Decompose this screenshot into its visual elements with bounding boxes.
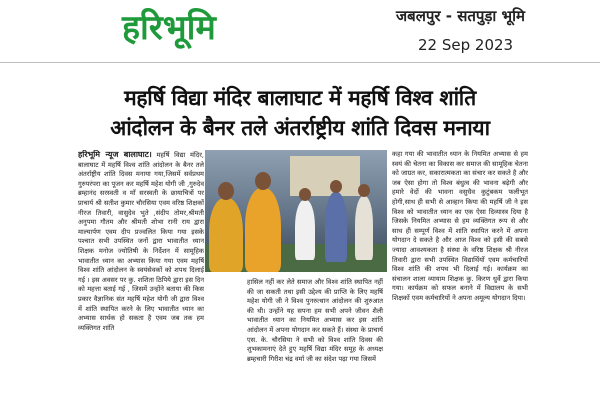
- event-photo: [205, 150, 387, 272]
- article-column-1: [78, 150, 204, 400]
- newspaper-logo: हरिभूमि: [122, 8, 216, 48]
- article-column-2: हासिल नहीं कर लेते समाज और विश्व शांति स्थापित नहीं की जा सकती तथा इसी उद्देश्य की प्राप्ति के लिए महर्षि महेश योगी जी ने विश्व पुनरुत्थान आंदोलन की शुरुआत की थी। उन्होंने यह सपना हम सभी अपने जीवन शैली भावातीत ध्यान का नियमित अभ्यास कर इस शांति आंदोलन में अपना योगदान कर सकते हैं। संस्था के प्राचार्य एस. के. चौरसिया ने सभी को विश्व शांति दिवस की शुभकामनाएं देते हुए महर्षि विद्या मंदिर समूह के अध्यक्ष ब्रम्हचारी गिरीश चंद्र वर्मा जी का संदेश पढ़ा गया जिसमें: [247, 278, 383, 363]
- article-column-3: कहा गया की भावातीत ध्यान के नियमित अभ्यास से हम स्वयं की चेतना का विकास कर समाज की सामूहिक चेतना को जाग्रत कर, सकारात्मकता का संचार कर सकते है और जब ऐसा होगा तो विश्व बंधुत्व की भावना बढ़ेगी और हमारे वेदों की भावना वसुधैव कुटुंबकम फलीभूत होगी,साथ ही सभी से आव्हान किया की महर्षि जी ने इस विश्व को भावातीत ध्यान का एक ऐसा दिव्यास्त्र दिया है जिसके नियमित अभ्यास से हम व्यक्तिगत रूप से और साथ ही सम्पूर्ण विश्व में शांति स्थापित करने में अपना योगदान दे सकते है और आज विश्व को इसी की सबसे ज्यादा आवश्यकता है संस्था के वरिष्ठ शिक्षक श्री नीरज तिवारी द्वारा सभी उपस्थित विद्यार्थियों एवम कर्मचारियों विश्व शांति की शपथ भी दिलाई गई। कार्यक्रम का संचालन शाला व्यायाम शिक्षक कु. किरण धुर्वे द्वारा किया गया। कार्यक्रम को सफल बनाने में विद्यालय के सभी शिक्षकों एवम कर्मचारियों ने अपना अमूल्य योगदान दिया।: [392, 150, 528, 302]
- article-headline: [8, 83, 592, 143]
- photo-person: [209, 198, 243, 272]
- newspaper-masthead: [0, 0, 600, 63]
- headline-line-2: आंदोलन के बैनर तले अंतर्राष्ट्रीय शांति दिवस मनाया: [110, 116, 490, 140]
- photo-person: [245, 188, 281, 272]
- headline-line-1: महर्षि विद्या मंदिर बालाघाट में महर्षि विश्व शांति: [124, 86, 476, 110]
- photo-person: [295, 200, 315, 260]
- column-1-text: महर्षि विद्या मंदिर, बालाघाट में महर्षि विश्व शांति आंदोलन के बैनर तले अंतर्राष्ट्रीय शांति दिवस मनाया गया,जिसमें सर्वप्रथम गुरुपरंपरा का पूजन कर महर्षि महेश योगी जी ,गुरुदेव ब्रम्हानंद सरस्वती व माँ सरस्वती के छायाचित्रों पर प्राचार्य श्री सतीश कुमार चौरसिया एवम वरिष्ठ शिक्षकों नीरज तिवारी, वासुदेव भुते ,संदीप तोमर,श्रीमती अनुपमा गौतम और श्रीमती शोभा रानी राय द्वारा माल्यार्पण एवम दीप प्रज्वलित किया गया इसके पश्चात सभी उपस्थित जनों द्वारा भावातीत ध्यान शिक्षक मनोज ज्योतिषी के निर्देशन में सामूहिक भावातीत ध्यान का अभ्यास किया गया एवम महर्षि विश्व शांति आंदोलन के स्वयंसेवकों को शपथ दिलाई गई । इस अवसर पर कु. शशिता ठिपिये द्वारा इस दिन को महत्ता बताई गई , जिसमें उन्होंने बताया की किस प्रकार वैज्ञानिक संत महर्षि महेश योगी जी द्वारा विश्व में शांति स्थापित करने के लिए भावातीत ध्यान का अभ्यास सार्थक हो सकता है एवम जब तक हम व्यक्तिगत शांति: [78, 151, 204, 332]
- publication-date: 22 Sep 2023: [418, 36, 514, 54]
- photo-person: [325, 192, 347, 262]
- edition-name: जबलपुर - सतपुड़ा भूमि: [396, 7, 525, 25]
- article-byline: हरिभूमि न्यूज बालाघाट।: [78, 150, 152, 159]
- photo-person: [355, 196, 373, 260]
